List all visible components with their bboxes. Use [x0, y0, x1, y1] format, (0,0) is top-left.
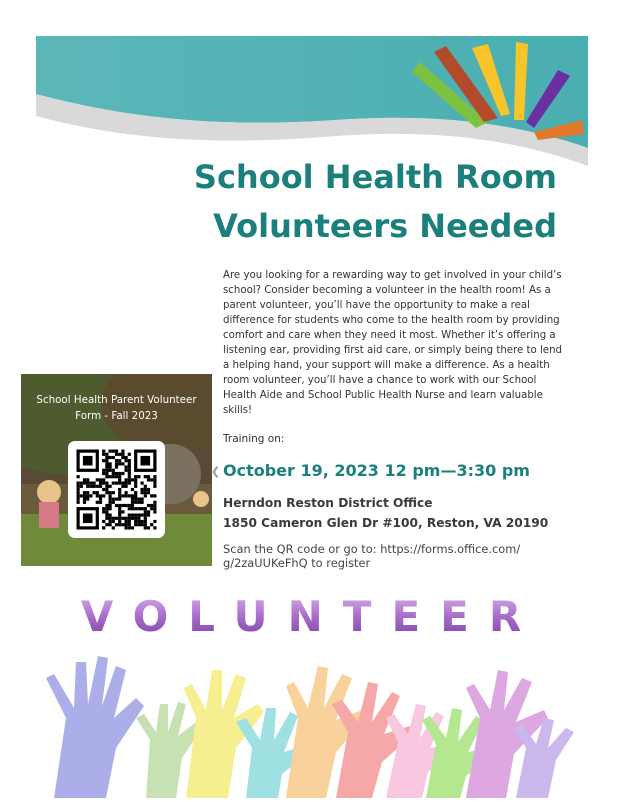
qr-code[interactable] [68, 441, 165, 538]
training-date: October 19, 2023 12 pm—3:30 pm [223, 461, 530, 480]
title-line-2: Volunteers Needed [213, 207, 557, 245]
chevron-left-icon: ❮ [211, 465, 221, 478]
qr-code-pattern [68, 441, 165, 538]
scan-instructions: Scan the QR code or go to: https://forms.office.com/ g/2zaUUKeFhQ to register [223, 542, 521, 570]
intro-paragraph: Are you looking for a rewarding way to get involved in your child’s school? Consider becoming a volunteer in the health room! As a parent volunteer, you’ll have the opportunity to make a real difference for students who come to the health room by providing comfort and care when they need it most. Whether it’s offering a listening ear, providing first aid care, or simply being there to lend a helping hand, your support will make a difference. As a health room volunteer, you’ll have a chance to work with our School Health Aide and School Public Health Nurse and learn valuable skills! [223, 270, 563, 416]
training-label: Training on: [223, 433, 285, 445]
volunteer-heading [0, 587, 623, 647]
qr-card-title-line-1: School Health Parent Volunteer [36, 394, 197, 406]
address-line-1: Herndon Reston District Office [223, 496, 433, 510]
address-line-2: 1850 Cameron Glen Dr #100, Reston, VA 20190 [223, 516, 549, 530]
title-line-1: School Health Room [193, 158, 557, 196]
qr-card[interactable] [21, 374, 212, 566]
header-banner [36, 36, 588, 166]
qr-card-title-line-2: Form - Fall 2023 [75, 410, 158, 422]
volunteer-word: VOLUNTEER [80, 592, 542, 641]
raised-hands-illustration [36, 648, 596, 798]
